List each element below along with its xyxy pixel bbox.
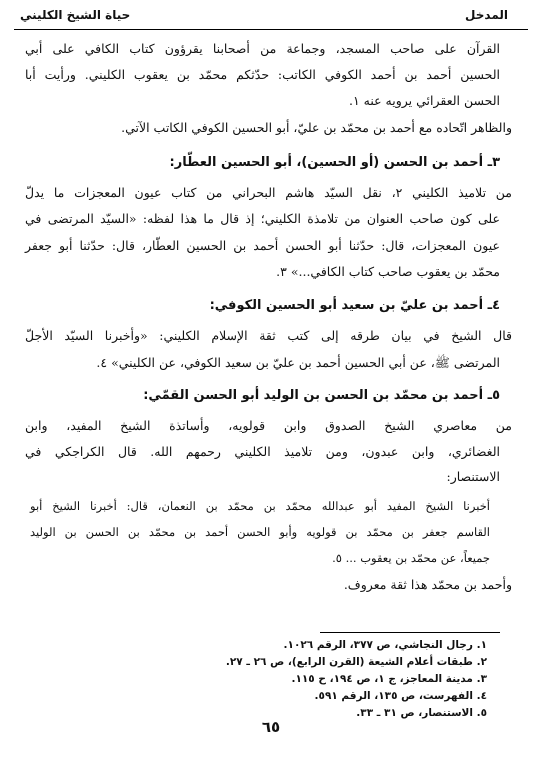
text-line: من معاصري الشيخ الصدوق وابن قولويه، وأساتذة الشيخ المفيد، وابن: [25, 418, 512, 433]
section-heading: ٤ـ أحمد بن عليّ بن سعيد أبو الحسين الكوفي:: [209, 298, 500, 313]
book-title-header: حياة الشيخ الكليني: [20, 8, 131, 22]
text-line: وأحمد بن محمّد هذا ثقة معروف.: [343, 577, 512, 592]
quote-line: أخبرنا الشيخ المفيد أبو عبدالله محمّد بن محمّد بن النعمان، قال: أخبرنا الشيخ أبو: [30, 499, 490, 513]
quote-line: جميعاً، عن محمّد بن يعقوب ... ٥.: [332, 551, 490, 565]
text-line: والظاهر اتّحاده مع أحمد بن محمّد بن عليّ، أبو الحسين الكوفي الكاتب الآتي.: [121, 120, 512, 135]
section-heading: ٣ـ أحمد بن الحسن (أو الحسين)، أبو الحسين العطّار:: [169, 155, 500, 170]
text-line: المرتضى ﷺ، عن أبي الحسين أحمد بن عليّ بن سعيد الكوفي، عن الكليني» ٤.: [96, 355, 500, 370]
text-line: عيون المعجزات، قال: حدّثنا أبو الحسن أحمد بن الحسين العطّار، قال: حدّثنا أبو جعفر: [25, 238, 500, 253]
text-line: الغضائري، وابن عبدون، ومن تلاميذ الكليني رحمهم الله. قال الكراجكي في: [25, 444, 500, 459]
footnote-rule: [320, 632, 500, 633]
page-number: ٦٥: [261, 718, 281, 736]
text-line: الحسين أحمد بن أحمد الكوفي الكاتب: حدّثكم محمّد بن يعقوب الكليني. ورأيت أبا: [25, 67, 500, 82]
text-line: الاستنصار:: [446, 469, 500, 484]
section-heading: ٥ـ أحمد بن محمّد بن الحسن بن الوليد أبو الحسن القمّي:: [143, 388, 500, 403]
footnote: ٣. مدينة المعاجز، ج ١، ص ١٩٤، ح ١١٥.: [291, 673, 487, 685]
quote-line: القاسم جعفر بن محمّد بن قولويه وأبو الحسن أحمد بن محمّد بن الحسن بن الوليد: [30, 525, 490, 539]
footnote: ١. رجال النجاشي، ص ٣٧٧، الرقم ١٠٢٦.: [283, 639, 487, 651]
footnote: ٥. الاستنصار، ص ٣١ ـ ٣٣.: [356, 707, 487, 719]
text-line: على كون صاحب العنوان من تلامذة الكليني؛ إذ قال ما هذا لفظه: «السيّد المرتضى في: [25, 211, 500, 226]
text-line: الحسن العقرائي يرويه عنه ١.: [348, 93, 500, 108]
text-line: محمّد بن يعقوب صاحب كتاب الكافي...» ٣.: [276, 264, 500, 279]
chapter-header: المدخل: [465, 8, 508, 22]
footnote: ٤. الفهرست، ص ١٣٥، الرقم ٥٩١.: [314, 690, 487, 702]
footnote: ٢. طبقات أعلام الشيعة (القرن الرابع)، ص ٢٦ ـ ٢٧.: [225, 656, 487, 668]
header-rule: [14, 29, 528, 30]
text-line: من تلاميذ الكليني ٢، نقل السيّد هاشم البحراني من كتاب عيون المعجزات ما يدلّ: [25, 185, 512, 200]
text-line: قال الشيخ في بيان طرقه إلى كتب ثقة الإسلام الكليني: «وأخبرنا السيّد الأجلّ: [25, 328, 512, 343]
text-line: القرآن على صاحب المسجد، وجماعة من أصحابنا يقرؤون كتاب الكافي على أبي: [25, 41, 500, 56]
